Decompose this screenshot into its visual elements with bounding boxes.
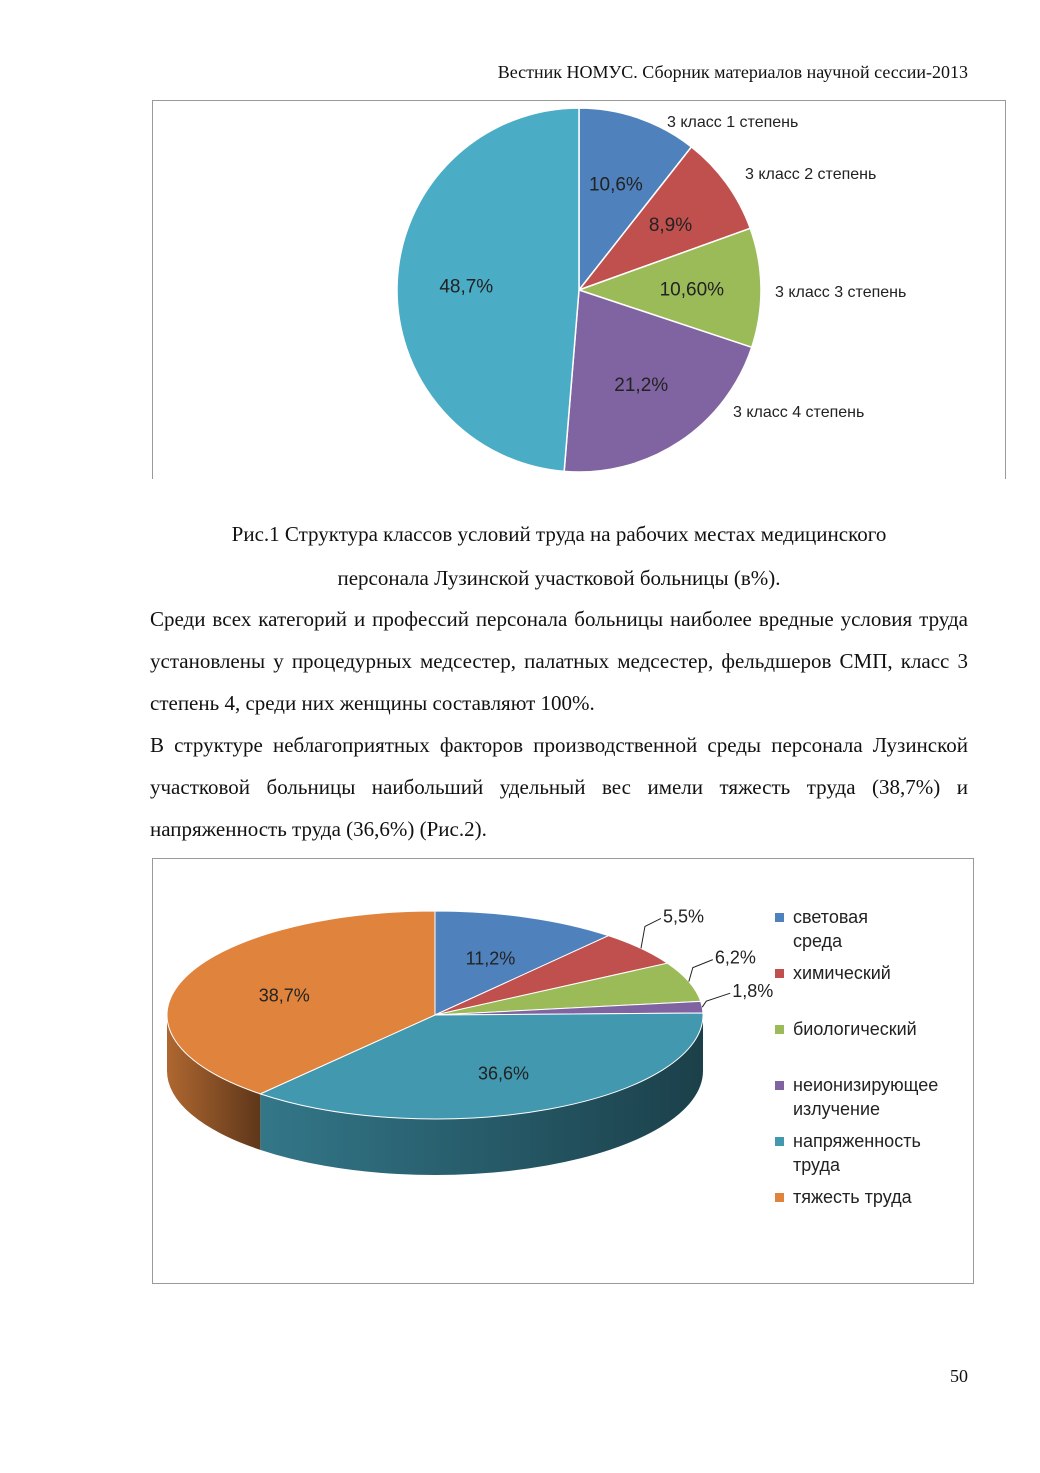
pie1-category-label-3: 3 класс 4 степень (733, 404, 865, 421)
pie1-category-label-0: 3 класс 1 степень (667, 114, 799, 131)
pie2-legend-item-5: тяжесть труда (793, 1187, 912, 1207)
pie2-top-faces (167, 911, 703, 1119)
pie1-category-label-1: 3 класс 2 степень (745, 166, 877, 183)
pie2-leader-line-3 (702, 993, 730, 1007)
pie2-legend-swatch-1 (775, 969, 784, 978)
pie1-data-label-3: 21,2% (614, 375, 669, 397)
figure-1-chart (152, 100, 1006, 479)
pie2-legend (775, 907, 938, 1207)
paragraph-1: Среди всех категорий и профессий персонала больницы наиболее вредные условия труда установлены у процедурных медсестер, палатных медсестер, фельдшеров СМП, класс 3 степень 4, среди них женщины составляют 100%. (150, 607, 968, 715)
pie2-legend-item-0: световая среда (793, 907, 868, 951)
pie2-data-label-5: 38,7% (258, 985, 310, 1006)
figure-1-caption-line-1: Рис.1 Структура классов условий труда на рабочих местах медицинского (231, 522, 887, 546)
pie2-leader-line-2 (689, 960, 713, 982)
page-number: 50 (950, 1366, 968, 1386)
pie2-legend-swatch-0 (775, 913, 784, 922)
pie2-data-label-4: 36,6% (477, 1063, 529, 1084)
pie1-data-label-2: 10,60% (659, 279, 725, 301)
pie2-legend-item-3: неионизирующее излучение (793, 1075, 939, 1119)
pie2-legend-swatch-3 (775, 1081, 784, 1090)
running-header: Вестник НОМУС. Сборник материалов научной сессии-2013 (497, 62, 968, 82)
pie2-legend-item-4: напряженность труда (793, 1131, 921, 1175)
pie2-legend-swatch-5 (775, 1193, 784, 1202)
paragraph-2: В структуре неблагоприятных факторов производственной среды персонала Лузинской участковой больницы наибольший удельный вес имели тяжесть труда (38,7%) и напряженность труда (36,6%) (Рис.2). (150, 733, 968, 841)
pie2-legend-item-1: химический (793, 963, 891, 983)
pie1-data-label-0: 10,6% (588, 174, 643, 196)
pie2-data-label-3: 1,8% (732, 981, 774, 1002)
pie-chart-2 (153, 859, 973, 1283)
figure-1-caption-line-2: персонала Лузинской участковой больницы (в%). (337, 566, 781, 590)
pie2-data-label-1: 5,5% (662, 906, 704, 927)
pie2-data-label-0: 11,2% (465, 948, 516, 969)
pie-chart-1 (153, 101, 1005, 479)
pie1-data-label-4: 48,7% (439, 276, 494, 298)
pie2-leader-line-1 (641, 918, 661, 948)
pie2-legend-item-2: биологический (793, 1019, 917, 1039)
pie2-data-label-2: 6,2% (714, 947, 756, 968)
pie1-data-label-1: 8,9% (648, 214, 693, 236)
pie2-legend-swatch-4 (775, 1137, 784, 1146)
figure-2-chart (152, 858, 974, 1284)
pie2-legend-swatch-2 (775, 1025, 784, 1034)
pie1-category-label-2: 3 класс 3 степень (775, 284, 907, 301)
